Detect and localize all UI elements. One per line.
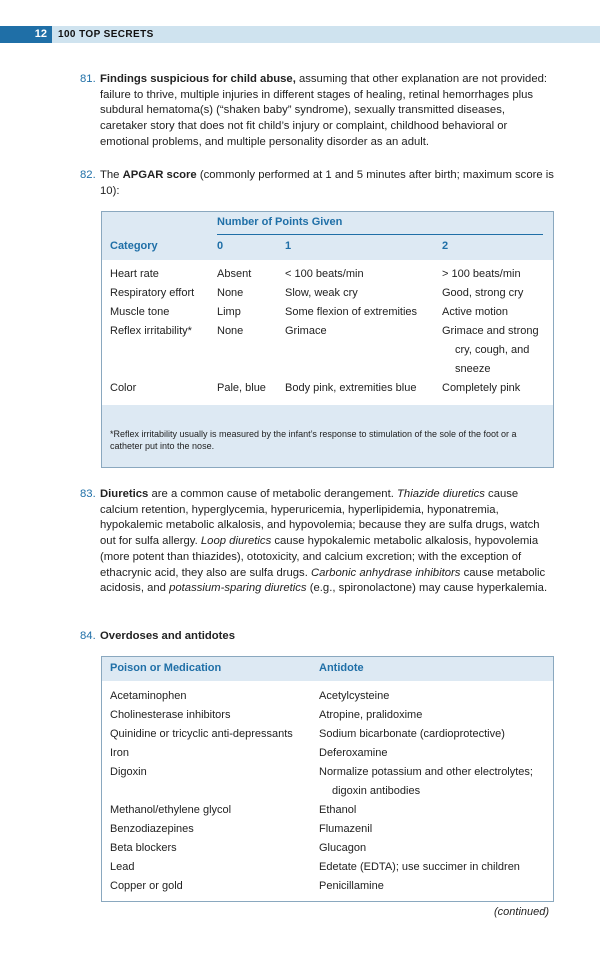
item-lead: Diuretics	[100, 488, 149, 500]
item-body: (e.g., spironolactone) may cause hyperkalemia.	[306, 582, 548, 595]
apgar-group-rule	[217, 234, 543, 235]
cell-category: Color	[110, 382, 137, 394]
item-term: Thiazide diuretics	[397, 488, 485, 500]
cell-1: Some flexion of extremities	[285, 306, 418, 318]
item-term: Carbonic anhydrase inhibitors	[310, 566, 461, 579]
item-body: cause hypokalemic metabolic alkalosis, hypovolemia (more potent than thiazides), ototoxicity, and calcium excretion; with the exception of ethacrynic acid, they also are sulfa drugs.	[100, 535, 539, 579]
item-number: 82.	[80, 169, 96, 181]
cell-2: > 100 beats/min	[442, 268, 521, 280]
item-body: are a common cause of metabolic derangement.	[148, 488, 398, 500]
item-82	[80, 168, 554, 199]
cell-0: None	[217, 287, 244, 299]
cell-1: Slow, weak cry	[285, 287, 358, 299]
item-lead: Findings suspicious for child abuse,	[100, 73, 296, 85]
cell-antidote: Glucagon	[319, 842, 367, 854]
cell-antidote: Normalize potassium and other electrolytes;	[319, 766, 533, 778]
item-text	[100, 168, 554, 199]
apgar-col-1: 1	[285, 240, 292, 252]
cell-poison: Copper or gold	[110, 880, 183, 892]
item-lead: Overdoses and antidotes	[100, 630, 235, 642]
apgar-col-category: Category	[110, 240, 158, 252]
antidotes-col-antidote: Antidote	[319, 662, 364, 674]
antidotes-col-poison: Poison or Medication	[110, 662, 222, 674]
item-pre: The	[100, 169, 123, 181]
item-body: cause calcium retention, hyperglycemia, hyperuricemia, hyperlipidemia, hyponatremia, hypokalemic metabolic alkalosis, and hypovolemia; because they are sulfa drugs, watch out for sulfa allergy.	[100, 488, 540, 548]
apgar-group-header: Number of Points Given	[217, 216, 343, 228]
item-text	[100, 629, 554, 645]
item-83	[80, 487, 554, 597]
cell-poison: Acetaminophen	[110, 690, 187, 702]
cell-antidote: Edetate (EDTA); use succimer in children	[319, 861, 520, 873]
cell-category: Muscle tone	[110, 306, 170, 318]
item-body: cause metabolic acidosis, and	[100, 566, 546, 595]
cell-antidote: Ethanol	[319, 804, 357, 816]
continued-note: (continued)	[494, 906, 550, 918]
item-text	[100, 72, 554, 151]
cell-category: Respiratory effort	[110, 287, 195, 299]
item-body: assuming that other explanation are not provided: failure to thrive, multiple injuries in different stages of healing, retinal hemorrhages plus subdural hematoma(s) (“shaken baby” syndrome), sexually transmitted diseases, caretaker story that does not fit child’s injury or complaint, childhood behavioral or emotional problems, and multiple personality disorder as an adult.	[100, 73, 548, 148]
item-number: 83.	[80, 488, 96, 500]
page-header	[0, 26, 600, 43]
cell-1: Body pink, extremities blue	[285, 382, 417, 394]
cell-2: Good, strong cry	[442, 287, 524, 299]
cell-poison: Benzodiazepines	[110, 823, 194, 835]
cell-antidote: Sodium bicarbonate (cardioprotective)	[319, 728, 505, 740]
item-81	[80, 72, 554, 151]
apgar-col-2: 2	[442, 240, 449, 252]
cell-antidote: Deferoxamine	[319, 747, 388, 759]
cell-0: None	[217, 325, 244, 337]
running-title: 100 TOP SECRETS	[58, 29, 154, 40]
cell-poison: Lead	[110, 861, 135, 873]
antidotes-table	[101, 656, 554, 902]
cell-antidote: Flumazenil	[319, 823, 373, 835]
item-lead: APGAR score	[122, 169, 197, 181]
cell-category: Heart rate	[110, 268, 159, 280]
cell-poison: Iron	[110, 747, 129, 759]
cell-1: < 100 beats/min	[285, 268, 364, 280]
cell-poison: Methanol/ethylene glycol	[110, 804, 232, 816]
cell-0: Limp	[217, 306, 241, 318]
cell-2: Active motion	[442, 306, 509, 318]
cell-1: Grimace	[285, 325, 327, 337]
cell-poison: Beta blockers	[110, 842, 177, 854]
cell-2-cont: cry, cough, and	[455, 344, 530, 356]
cell-poison: Cholinesterase inhibitors	[110, 709, 231, 721]
cell-antidote: Acetylcysteine	[319, 690, 390, 702]
cell-0: Absent	[217, 268, 252, 280]
apgar-table	[101, 211, 554, 468]
cell-poison: Quinidine or tricyclic anti-depressants	[110, 728, 293, 740]
cell-antidote: Penicillamine	[319, 880, 384, 892]
cell-category: Reflex irritability*	[110, 325, 192, 337]
cell-poison: Digoxin	[110, 766, 147, 778]
cell-2: Completely pink	[442, 382, 521, 394]
apgar-footnote: *Reflex irritability usually is measured by the infant’s response to stimulation of the sole of the foot or a catheter put into the nose.	[110, 429, 517, 451]
item-term: potassium-sparing diuretics	[169, 582, 307, 595]
item-body: (commonly performed at 1 and 5 minutes after birth; maximum score is 10):	[100, 169, 554, 197]
apgar-col-0: 0	[217, 240, 224, 252]
cell-2-cont: sneeze	[455, 363, 491, 375]
cell-antidote-cont: digoxin antibodies	[332, 785, 421, 797]
item-84	[80, 629, 554, 645]
item-number: 81.	[80, 73, 96, 85]
cell-2: Grimace and strong	[442, 325, 539, 337]
cell-antidote: Atropine, pralidoxime	[319, 709, 423, 721]
cell-0: Pale, blue	[217, 382, 266, 394]
page-number: 12	[0, 26, 52, 43]
item-number: 84.	[80, 630, 96, 642]
item-text	[100, 487, 554, 597]
item-term: Loop diuretics	[200, 535, 272, 548]
